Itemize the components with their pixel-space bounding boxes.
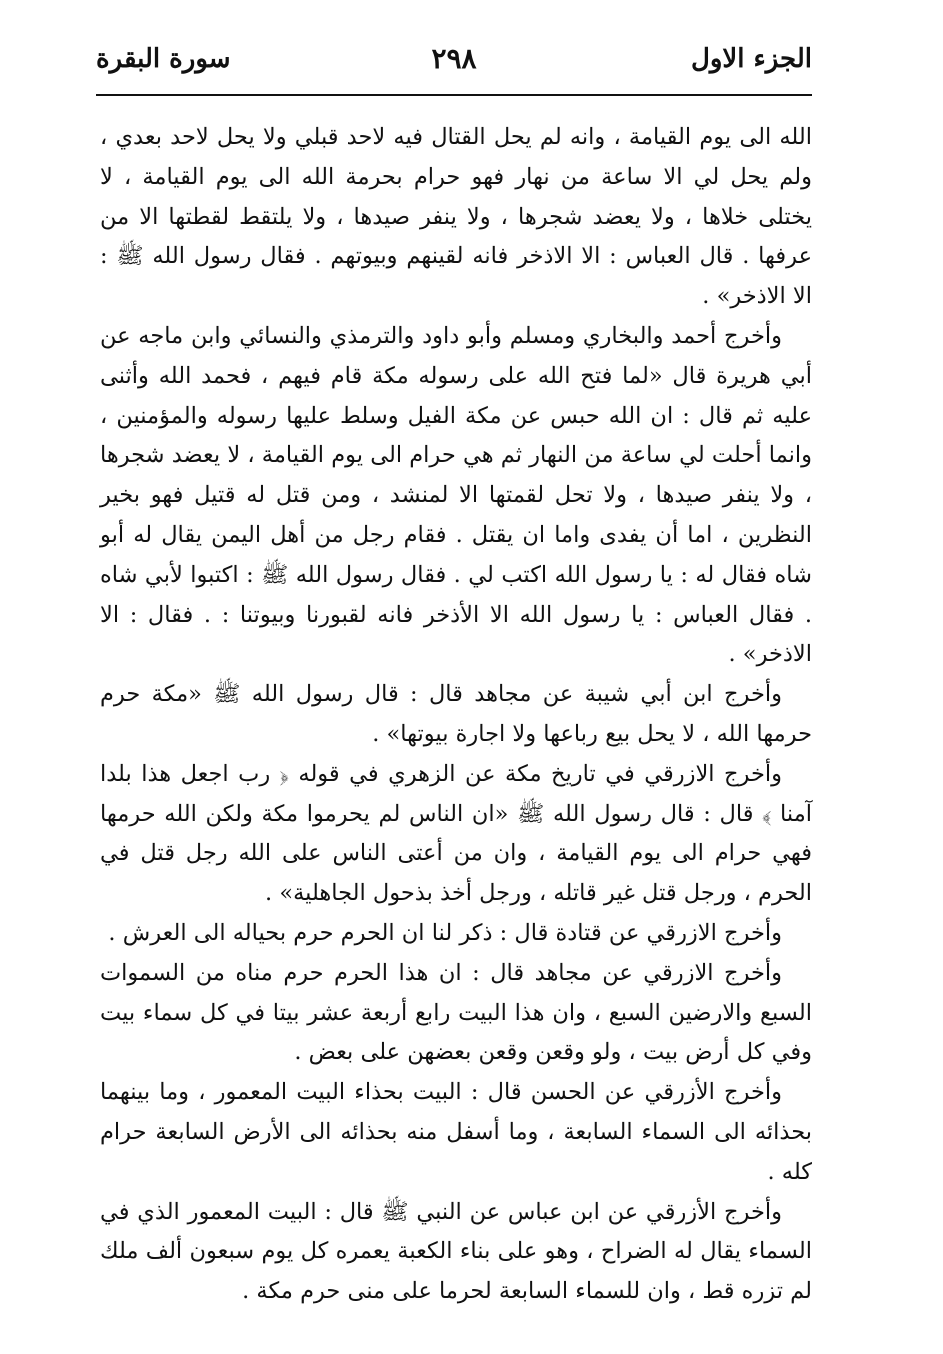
paragraph: وأخرج الازرقي عن قتادة قال : ذكر لنا ان الحرم حرم بحياله الى العرش . [108, 919, 782, 946]
paragraph: وأخرج الازرقي في تاريخ مكة عن الزهري في قوله ﴿ رب اجعل هذا بلدا آمنا ﴾ قال : قال رسول الله ﷺ «ان الناس لم يحرموا مكة ولكن الله حرمها فهي حرام الى يوم القيامة ، وان من أعتى الناس على الله رجل قتل في الحرم ، ورجل قتل غير قاتله ، ورجل أخذ بذحول الجاهلية» . [100, 760, 812, 907]
paragraph: وأخرج الازرقي عن مجاهد قال : ان هذا الحرم حرم مناه من السموات السبع والارضين السبع ، وان هذا البيت رابع أربعة عشر بيتا في كل سماء بيت وفي كل أرض بيت ، ولو وقعن وقعن بعضهن على بعض . [100, 959, 812, 1066]
page-header [96, 38, 812, 90]
paragraph: وأخرج ابن أبي شيبة عن مجاهد قال : قال رسول الله ﷺ «مكة حرم حرمها الله ، لا يحل بيع رباعها ولا اجارة بيوتها» . [100, 681, 812, 747]
header-divider [96, 94, 812, 96]
paragraph: وأخرج أحمد والبخاري ومسلم وأبو داود والترمذي والنسائي وابن ماجه عن أبي هريرة قال «لما فتح الله على رسوله مكة قام فيهم ، فحمد الله وأثنى عليه ثم قال : ان الله حبس عن مكة الفيل وسلط عليها رسوله والمؤمنين ، وانما أحلت لي ساعة من النهار ثم هي حرام الى يوم القيامة ، لا يعضد شجرها ، ولا ينفر صيدها ، ولا تحل لقمتها الا لمنشد ، ومن قتل له قتيل فهو بخير النظرين ، اما أن يفدى واما ان يقتل . فقام رجل من أهل اليمن يقال له أبو شاه فقال له : يا رسول الله اكتب لي . فقال رسول الله ﷺ : اكتبوا لأبي شاه . فقال العباس : يا رسول الله الا الأذخر فانه لقبورنا وبيوتنا : . فقال : الا الاذخر» . [100, 322, 812, 668]
volume-label: الجزء الاول [690, 44, 812, 74]
page-number: ٢٩٨ [431, 42, 477, 75]
paragraph: الله الى يوم القيامة ، وانه لم يحل القتال فيه لاحد قبلي ولا يحل لاحد بعدي ، ولم يحل لي الا ساعة من نهار فهو حرام بحرمة الله الى يوم القيامة ، لا يختلى خلاها ، ولا يعضد شجرها ، ولا ينفر صيدها ، ولا يلتقط لقطتها الا من عرفها . قال العباس : الا الاذخر فانه لقينهم وبيوتهم . فقال رسول الله ﷺ : الا الاذخر» . [100, 124, 812, 310]
surah-title: سورة البقرة [96, 44, 231, 74]
paragraph: وأخرج الأزرقي عن الحسن قال : البيت بحذاء البيت المعمور ، وما بينهما بحذائه الى السماء السابعة ، وما أسفل منه بحذائه الى الأرض السابعة حرام كله . [100, 1079, 812, 1185]
main-text [100, 118, 812, 1312]
paragraph: وأخرج الأزرقي عن ابن عباس عن النبي ﷺ قال : البيت المعمور الذي في السماء يقال له الضراح ، وهو على بناء الكعبة يعمره كل يوم سبعون ألف ملك لم تزره قط ، وان للسماء السابعة لحرما على منى حرم مكة . [100, 1198, 812, 1305]
